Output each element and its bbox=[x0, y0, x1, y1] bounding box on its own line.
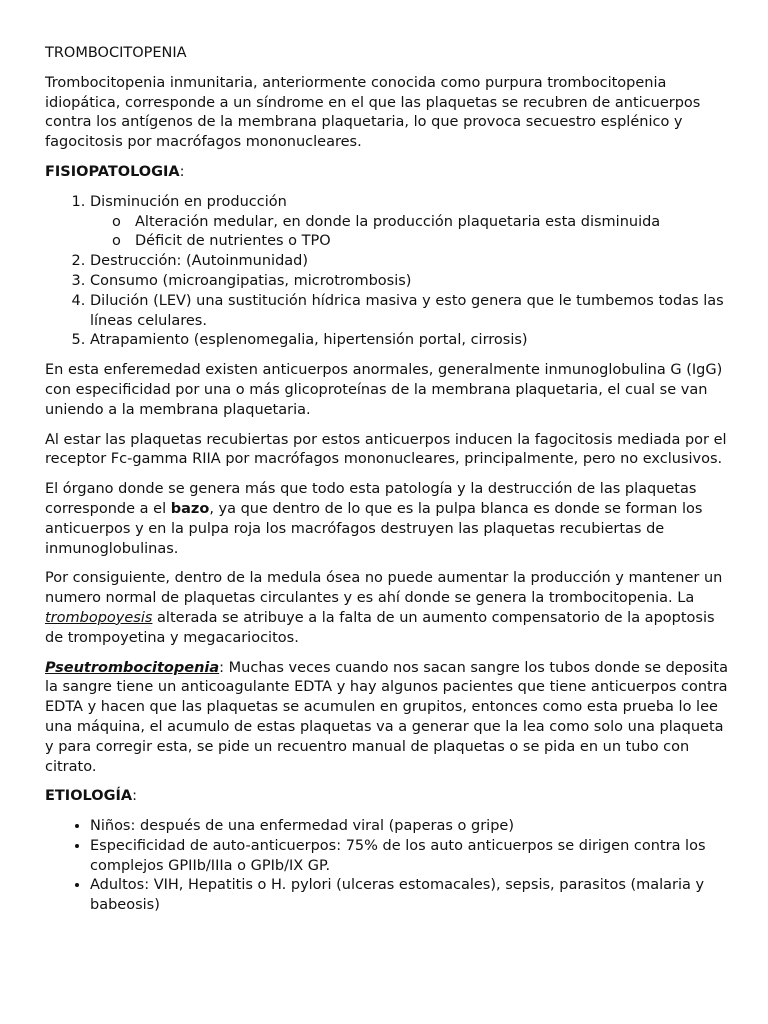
bazo-term: bazo bbox=[170, 500, 210, 517]
list-item: • Adultos: VIH, Hepatitis o H. pylori (ulceras estomacales), sepsis, parasitos (malaria y babeosis) bbox=[90, 876, 728, 916]
anticuerpos-paragraph: En esta enferemedad existen anticuerpos anormales, generalmente inmunoglobulina G (IgG) con especificidad por una o más glicoproteínas de la membrana plaquetaria, el cual se van uniendo a la membrana plaquetaria. bbox=[45, 362, 723, 418]
list-item: • Especificidad de auto-anticuerpos: 75% de los auto anticuerpos se dirigen contra los complejos GPIIb/IIIa o GPIb/IX GP. bbox=[90, 837, 728, 877]
sub-list-item: o Déficit de nutrientes o TPO bbox=[112, 232, 728, 252]
list-item-text: Disminución en producción bbox=[90, 193, 287, 210]
document-title: TROMBOCITOPENIA bbox=[45, 45, 187, 61]
bazo-paragraph bbox=[45, 480, 728, 559]
fagocitosis-paragraph: Al estar las plaquetas recubiertas por estos anticuerpos inducen la fagocitosis mediada por el receptor Fc-gamma RIIA por macrófagos mononucleares, principalmente, pero no exclusivos. bbox=[45, 431, 727, 468]
list-item: 2. Destrucción: (Autoinmunidad) bbox=[90, 252, 728, 272]
list-item bbox=[90, 193, 728, 252]
etiologia-colon: : bbox=[132, 788, 137, 805]
list-item: 3. Consumo (microangipatias, microtrombosis) bbox=[90, 272, 728, 292]
list-item: 5. Atrapamiento (esplenomegalia, hipertensión portal, cirrosis) bbox=[90, 331, 728, 351]
trombopoyesis-paragraph bbox=[45, 569, 728, 648]
paragraph-text: Por consiguiente, dentro de la medula ósea no puede aumentar la producción y mantener un numero normal de plaquetas circulantes y es ahí donde se genera la trombocitopenia. La bbox=[45, 570, 723, 607]
fisiopatologia-colon: : bbox=[179, 163, 185, 180]
etiologia-heading bbox=[45, 787, 728, 807]
fisiopatologia-heading-text: FISIOPATOLOGIA bbox=[45, 163, 180, 180]
etiologia-list bbox=[45, 817, 728, 916]
paragraph-text: El órgano donde se genera más que todo esta patología y la destrucción de las plaquetas corresponde a el bbox=[45, 481, 697, 517]
trombopoyesis-term: trombopoyesis bbox=[45, 609, 153, 626]
fisiopatologia-list bbox=[45, 193, 728, 351]
etiologia-heading-text: ETIOLOGÍA bbox=[45, 788, 133, 805]
list-item: 4. Dilución (LEV) una sustitución hídrica masiva y esto genera que le tumbemos todas las líneas celulares. bbox=[90, 292, 728, 332]
paragraph-text: , ya que dentro de lo que es la pulpa blanca es donde se forman los anticuerpos y en la pulpa roja los macrófagos destruyen las plaquetas recubiertas de inmunoglobulinas. bbox=[45, 500, 703, 557]
intro-paragraph: Trombocitopenia inmunitaria, anteriormente conocida como purpura trombocitopenia idiopática, corresponde a un síndrome en el que las plaquetas se recubren de anticuerpos contra los antígenos de la membrana plaquetaria, lo que provoca secuestro esplénico y fagocitosis por macrófagos mononucleares. bbox=[45, 74, 701, 151]
fisiopatologia-heading bbox=[45, 163, 728, 183]
sub-list-item: o Alteración medular, en donde la producción plaquetaria esta disminuida bbox=[112, 213, 728, 233]
paragraph-text: alterada se atribuye a la falta de un aumento compensatorio de la apoptosis de trompoyetina y megacariocitos. bbox=[45, 609, 715, 646]
pseutrombocitopenia-term: Pseutrombocitopenia bbox=[45, 659, 220, 676]
sub-list bbox=[90, 213, 728, 253]
paragraph-text: : Muchas veces cuando nos sacan sangre los tubos donde se deposita la sangre tiene un anticoagulante EDTA y hay algunos pacientes que tiene anticuerpos contra EDTA y hacen que las plaquetas se acumulen en grupitos, entonces como esta prueba lo lee una máquina, el acumulo de estas plaquetas va a generar que la lea como solo una plaqueta y para corregir esta, se pide un recuentro manual de plaquetas o se pida en un tubo con citrato. bbox=[45, 659, 728, 775]
pseudotrombocitopenia-paragraph bbox=[45, 659, 728, 778]
list-item: • Niños: después de una enfermedad viral (paperas o gripe) bbox=[90, 817, 728, 837]
